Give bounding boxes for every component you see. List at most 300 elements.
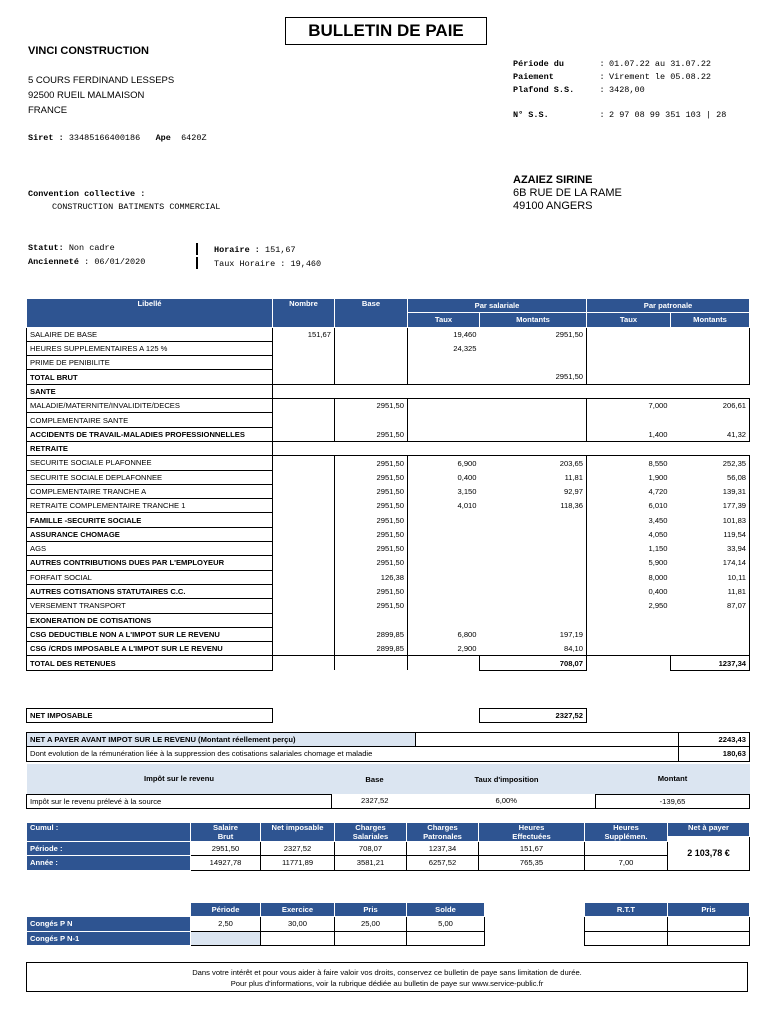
table-row <box>27 413 750 427</box>
cell-pt: 0,400 <box>648 587 668 597</box>
impot-base: 2327,52 <box>332 794 418 808</box>
cumul-periode-cell: 708,07 <box>335 842 407 856</box>
page-title: BULLETIN DE PAIE <box>285 17 487 45</box>
cell-base <box>335 656 408 670</box>
cell-pm: 10,11 <box>671 570 750 584</box>
cell-base: 2951,50 <box>335 513 408 527</box>
table-row <box>27 642 750 656</box>
cell-pt <box>587 656 671 670</box>
net-payer-label: NET A PAYER AVANT IMPOT SUR LE REVENU (Montant réellement perçu) <box>27 733 416 747</box>
cell-nombre <box>273 642 335 656</box>
cell-pt: 6,010 <box>648 501 668 511</box>
cell-nombre <box>273 499 335 513</box>
cell-base <box>335 384 408 398</box>
net-payer-table <box>26 732 750 762</box>
table-row <box>27 627 750 641</box>
impot-table <box>26 764 750 809</box>
table-row <box>27 427 750 441</box>
siret-label: Siret : <box>28 133 64 143</box>
payslip-table <box>26 298 750 671</box>
cell-pt: 4,050 <box>648 529 668 539</box>
conges-exercice-header: Exercice <box>261 903 335 917</box>
cell-st <box>408 584 480 598</box>
plafond-value: 3428,00 <box>609 85 645 95</box>
employee-address-line2: 49100 ANGERS <box>513 200 593 212</box>
table-row <box>27 599 750 613</box>
siret-line <box>28 133 207 143</box>
paiement-value: Virement le 05.08.22 <box>609 72 712 82</box>
cell-base: 2951,50 <box>335 456 408 470</box>
statut-value: Non cadre <box>68 243 115 253</box>
cell-base: 2951,50 <box>335 427 408 441</box>
horaire-block <box>196 243 321 271</box>
rtt-pris-header: Pris <box>668 903 750 917</box>
cell-pt: 8,550 <box>648 458 668 468</box>
cell-pt: 4,720 <box>648 487 668 496</box>
siret-value: 33485166400186 <box>68 133 141 143</box>
footer-line2: Pour plus d'informations, voir la rubrique dédiée au bulletin de paye sur www.service-public.fr <box>230 979 544 988</box>
cell-st <box>408 413 480 427</box>
cell-nombre <box>273 384 335 398</box>
net-evol-label: Dont evolution de la rémunération liée à la suppression des cotisations salariales chomage et maladie <box>27 747 679 761</box>
cumul-periode-cell: 2327,52 <box>261 842 335 856</box>
cell-base: 2951,50 <box>335 542 408 556</box>
cell-st <box>408 427 480 441</box>
table-row <box>27 356 750 370</box>
cumul-brut-header-2: Brut <box>217 832 234 841</box>
cumul-chs-header-1: Charges <box>355 823 386 832</box>
cumul-annee-cell: 6257,52 <box>407 856 479 870</box>
cumul-netimp-header: Net imposable <box>261 823 335 842</box>
cumul-annee-cell: 7,00 <box>585 856 668 870</box>
cell-sm <box>480 399 587 413</box>
table-row <box>27 556 750 570</box>
cell-pt: 5,900 <box>648 558 668 568</box>
impot-label: Impôt sur le revenu prélevé à la source <box>27 794 332 808</box>
cell-pm: 56,08 <box>671 470 750 484</box>
cell-sm <box>480 356 587 370</box>
cumul-annee-cell: 765,35 <box>479 856 585 870</box>
cell-pt <box>587 642 671 656</box>
employer-address-line1: 5 COURS FERDINAND LESSEPS <box>28 75 175 86</box>
conges-n1-solde <box>407 931 485 945</box>
row-label: CSG DEDUCTIBLE NON A L'IMPOT SUR LE REVENU <box>27 627 273 641</box>
cell-nombre <box>273 413 335 427</box>
row-label: COMPLEMENTAIRE TRANCHE A <box>27 484 273 498</box>
cell-st <box>408 570 480 584</box>
row-label: HEURES SUPPLEMENTAIRES A 125 % <box>27 341 273 355</box>
cell-pt: 1,400 <box>648 429 668 439</box>
row-label: FORFAIT SOCIAL <box>27 570 273 584</box>
cell-st: 19,460 <box>453 329 477 339</box>
cell-pm: 101,83 <box>671 513 750 527</box>
cell-base: 2899,85 <box>335 642 408 656</box>
table-row <box>27 327 750 341</box>
cell-st: 3,150 <box>457 487 477 496</box>
cell-pt: 7,000 <box>648 401 668 411</box>
cell-pm: 41,32 <box>671 427 750 441</box>
row-label: AUTRES CONTRIBUTIONS DUES PAR L'EMPLOYEUR <box>27 556 273 570</box>
table-row <box>27 470 750 484</box>
table-row <box>27 341 750 355</box>
cell-pt <box>587 384 671 398</box>
cell-st: 24,325 <box>453 344 477 354</box>
employer-address-line2: 92500 RUEIL MALMAISON <box>28 90 145 101</box>
cell-nombre <box>273 656 335 670</box>
cell-st <box>408 542 480 556</box>
cell-st <box>408 527 480 541</box>
col-base-header: Base <box>335 299 408 328</box>
row-label: ASSURANCE CHOMAGE <box>27 527 273 541</box>
conges-n-solde: 5,00 <box>407 917 485 931</box>
employer-name: VINCI CONSTRUCTION <box>28 45 149 57</box>
cell-nombre <box>273 570 335 584</box>
cumul-chp-header-1: Charges <box>427 823 458 832</box>
cell-pm: 119,54 <box>671 527 750 541</box>
status-block <box>28 241 145 269</box>
cell-sm <box>480 427 587 441</box>
impot-montant: -139,65 <box>596 794 750 808</box>
cell-st <box>408 356 480 370</box>
table-row <box>27 613 750 627</box>
cell-pm: 87,07 <box>671 599 750 613</box>
ns-label: N° S.S. <box>513 110 549 120</box>
cumul-annee-label: Année : <box>27 856 191 870</box>
cell-pm <box>671 642 750 656</box>
cell-nombre <box>273 370 335 384</box>
cell-base: 2951,50 <box>335 399 408 413</box>
cell-sm <box>480 599 587 613</box>
col-nombre-header: Nombre <box>273 299 335 328</box>
cell-st <box>408 613 480 627</box>
cell-pt <box>587 613 671 627</box>
horaire-value: 151,67 <box>265 245 296 255</box>
cell-pm: 1237,34 <box>671 656 750 670</box>
cell-nombre <box>273 513 335 527</box>
cell-pt <box>587 627 671 641</box>
cell-pt: 3,450 <box>648 515 668 525</box>
row-label: ACCIDENTS DE TRAVAIL-MALADIES PROFESSIONNELLES <box>27 427 273 441</box>
cell-nombre <box>273 542 335 556</box>
conges-n1-label: Congés P N-1 <box>27 931 191 945</box>
cell-base: 2951,50 <box>335 470 408 484</box>
cell-pm <box>671 413 750 427</box>
cell-st <box>408 441 480 455</box>
row-label: VERSEMENT TRANSPORT <box>27 599 273 613</box>
impot-taux: 6,00% <box>418 794 596 808</box>
cumul-periode-cell <box>585 842 668 856</box>
cell-nombre <box>273 627 335 641</box>
cell-base <box>335 613 408 627</box>
cell-nombre <box>273 527 335 541</box>
cell-sm: 2951,50 <box>480 327 587 341</box>
cell-st: 0,400 <box>457 472 477 482</box>
cell-pm <box>671 327 750 341</box>
cumul-annee-cell: 3581,21 <box>335 856 407 870</box>
table-row <box>27 384 750 398</box>
cell-base: 2951,50 <box>335 599 408 613</box>
col-salarial-header: Par salariale <box>408 299 587 313</box>
impot-montant-header: Montant <box>596 764 750 794</box>
employer-address <box>28 73 174 118</box>
cell-pt <box>587 413 671 427</box>
row-label: FAMILLE -SECURITE SOCIALE <box>27 513 273 527</box>
impot-header: Impôt sur le revenu <box>27 764 332 794</box>
cell-pm <box>671 341 750 355</box>
cell-nombre <box>273 584 335 598</box>
cumul-annee-cell: 11771,89 <box>261 856 335 870</box>
cell-sm: 118,36 <box>480 499 587 513</box>
ape-label: Ape <box>155 133 171 143</box>
convention-label: Convention collective : <box>28 189 146 199</box>
cell-sm <box>480 384 587 398</box>
row-label: SANTE <box>27 384 273 398</box>
cumul-chs-header <box>335 823 407 842</box>
cumul-hs-header <box>585 823 668 842</box>
employee-address-line1: 6B RUE DE LA RAME <box>513 187 622 199</box>
cell-pm: 177,39 <box>671 499 750 513</box>
conges-solde-header: Solde <box>407 903 485 917</box>
conges-n1-periode <box>191 931 261 945</box>
impot-base-header: Base <box>332 764 418 794</box>
cumul-net-header: Net à payer <box>668 823 750 837</box>
cell-st <box>408 384 480 398</box>
cell-pt <box>587 441 671 455</box>
conges-n-exercice: 30,00 <box>261 917 335 931</box>
cell-pt: 1,900 <box>648 472 668 482</box>
net-evol-value: 180,63 <box>679 747 750 761</box>
cumul-chp-header-2: Patronales <box>423 832 462 841</box>
cell-nombre <box>273 470 335 484</box>
cumul-periode-label: Période : <box>27 842 191 856</box>
period-block: Période du : 01.07.22 au 31.07.22 Paiement : Virement le 05.08.22 Plafond S.S. : 3428,00 N° S.S. : 2 97 08 99 351 103 | 28 <box>513 59 726 123</box>
paiement-label: Paiement <box>513 72 554 82</box>
cell-nombre <box>273 441 335 455</box>
col-pat-taux-header: Taux <box>587 313 671 327</box>
ns-value: 2 97 08 99 351 103 | 28 <box>609 110 727 120</box>
statut-label: Statut: <box>28 243 64 253</box>
cell-sm: 197,19 <box>480 627 587 641</box>
table-row <box>27 513 750 527</box>
cell-base <box>335 341 408 355</box>
table-row <box>27 441 750 455</box>
table-row <box>27 456 750 470</box>
convention-value: CONSTRUCTION BATIMENTS COMMERCIAL <box>52 202 221 212</box>
cumul-header: Cumul : <box>27 823 191 842</box>
cell-base: 2951,50 <box>335 527 408 541</box>
cell-st: 2,900 <box>457 644 477 654</box>
cumul-he-header-1: Heures <box>518 823 545 832</box>
cell-sm <box>480 413 587 427</box>
cell-pm <box>671 613 750 627</box>
employee-name: AZAIEZ SIRINE <box>513 174 593 186</box>
cumul-he-header-2: Effectuées <box>512 832 551 841</box>
row-label: COMPLEMENTAIRE SANTE <box>27 413 273 427</box>
cell-sm: 84,10 <box>480 642 587 656</box>
horaire-label: Horaire : <box>214 245 260 255</box>
cumul-hs-header-1: Heures <box>613 823 639 832</box>
cumul-he-header <box>479 823 585 842</box>
cell-sm: 11,81 <box>480 470 587 484</box>
cell-base: 2951,50 <box>335 499 408 513</box>
cell-base: 2951,50 <box>335 556 408 570</box>
table-row <box>27 527 750 541</box>
footer-note <box>26 962 748 992</box>
cell-pm <box>671 441 750 455</box>
cell-sm <box>480 556 587 570</box>
row-label: PRIME DE PENIBILITE <box>27 356 273 370</box>
cell-nombre <box>273 399 335 413</box>
cell-base <box>335 327 408 341</box>
cell-st: 6,900 <box>457 458 477 468</box>
cell-st <box>408 599 480 613</box>
table-row <box>27 484 750 498</box>
row-label: MALADIE/MATERNITE/INVALIDITE/DECES <box>27 399 273 413</box>
cell-st: 6,800 <box>457 629 477 639</box>
plafond-label: Plafond S.S. <box>513 85 575 95</box>
cell-base: 2951,50 <box>335 484 408 498</box>
conges-table <box>26 902 750 946</box>
cell-pm: 174,14 <box>671 556 750 570</box>
anciennete-value: : 06/01/2020 <box>84 257 146 267</box>
cumul-periode-cell: 2951,50 <box>191 842 261 856</box>
rtt-cell <box>585 917 668 931</box>
cumul-chs-header-2: Salariales <box>352 832 389 841</box>
cell-pt <box>587 356 671 370</box>
cell-nombre <box>273 341 335 355</box>
cell-pm <box>671 627 750 641</box>
row-label: AGS <box>27 542 273 556</box>
rtt-pris-cell <box>668 917 750 931</box>
cell-pm: 11,81 <box>671 584 750 598</box>
conges-n1-pris <box>335 931 407 945</box>
cell-st <box>408 656 480 670</box>
cell-pm: 33,94 <box>671 542 750 556</box>
conges-n-label: Congés P N <box>27 917 191 931</box>
ape-value: 6420Z <box>181 133 207 143</box>
net-imposable-label: NET IMPOSABLE <box>27 709 273 723</box>
row-label: SECURITE SOCIALE DEPLAFONNEE <box>27 470 273 484</box>
periode-label: Période du <box>513 59 565 69</box>
cell-sm <box>480 441 587 455</box>
cell-sm: 92,97 <box>480 484 587 498</box>
cumul-periode-cell: 1237,34 <box>407 842 479 856</box>
row-label: AUTRES COTISATIONS STATUTAIRES C.C. <box>27 584 273 598</box>
cell-sm: 203,65 <box>480 456 587 470</box>
cumul-hs-header-2: Supplémen. <box>604 832 648 841</box>
employer-country: FRANCE <box>28 105 68 116</box>
cell-pt <box>587 341 671 355</box>
row-label: EXONERATION DE COTISATIONS <box>27 613 273 627</box>
cell-pm: 252,35 <box>671 456 750 470</box>
rtt-pris-cell-2 <box>668 931 750 945</box>
cumul-periode-cell: 151,67 <box>479 842 585 856</box>
table-row <box>27 570 750 584</box>
cell-nombre <box>273 599 335 613</box>
cell-sm <box>480 527 587 541</box>
conges-periode-header: Période <box>191 903 261 917</box>
table-row <box>27 584 750 598</box>
col-sal-montants-header: Montants <box>480 313 587 327</box>
conges-n-periode: 2,50 <box>191 917 261 931</box>
cell-pt: 2,950 <box>648 601 668 611</box>
cell-sm <box>480 584 587 598</box>
cumul-net-value: 2 103,78 € <box>668 837 750 870</box>
net-imposable-table <box>26 708 750 723</box>
cell-base: 2951,50 <box>335 584 408 598</box>
net-imposable-value: 2327,52 <box>480 709 587 723</box>
cell-base: 126,38 <box>335 570 408 584</box>
row-label: TOTAL BRUT <box>27 370 273 384</box>
cell-pt <box>587 327 671 341</box>
conges-n1-exercice <box>261 931 335 945</box>
cell-nombre <box>273 427 335 441</box>
cumul-chp-header <box>407 823 479 842</box>
taux-horaire-label: Taux Horaire : <box>214 259 286 269</box>
col-libelle-header: Libellé <box>27 299 273 328</box>
cell-pm <box>671 356 750 370</box>
convention-block <box>28 188 220 214</box>
cell-pt <box>587 370 671 384</box>
table-row <box>27 499 750 513</box>
cell-nombre <box>273 456 335 470</box>
cell-base <box>335 356 408 370</box>
periode-value: 01.07.22 au 31.07.22 <box>609 59 712 69</box>
impot-taux-header: Taux d'imposition <box>418 764 596 794</box>
row-label: SALAIRE DE BASE <box>27 327 273 341</box>
rtt-header: R.T.T <box>585 903 668 917</box>
cell-sm <box>480 613 587 627</box>
table-row <box>27 399 750 413</box>
row-label: TOTAL DES RETENUES <box>27 656 273 670</box>
table-row <box>27 542 750 556</box>
cell-pm: 139,31 <box>671 484 750 498</box>
row-label: RETRAITE COMPLEMENTAIRE TRANCHE 1 <box>27 499 273 513</box>
cell-nombre <box>273 484 335 498</box>
cell-base <box>335 441 408 455</box>
cell-sm <box>480 341 587 355</box>
cell-nombre <box>273 613 335 627</box>
cell-nombre <box>273 356 335 370</box>
cumul-annee-cell: 14927,78 <box>191 856 261 870</box>
taux-horaire-value: 19,460 <box>290 259 322 269</box>
row-label: SECURITE SOCIALE PLAFONNEE <box>27 456 273 470</box>
cell-pt: 8,000 <box>648 572 668 582</box>
cell-st <box>408 370 480 384</box>
conges-n-pris: 25,00 <box>335 917 407 931</box>
cell-base <box>335 370 408 384</box>
cell-sm <box>480 542 587 556</box>
cell-sm <box>480 513 587 527</box>
col-pat-montants-header: Montants <box>671 313 750 327</box>
anciennete-label: Ancienneté <box>28 257 80 267</box>
cell-pm <box>671 384 750 398</box>
table-row <box>27 370 750 384</box>
cell-st <box>408 556 480 570</box>
cumul-brut-header-1: Salaire <box>213 823 238 832</box>
net-payer-value: 2243,43 <box>679 733 750 747</box>
cell-st <box>408 513 480 527</box>
col-patronale-header: Par patronale <box>587 299 750 313</box>
cell-pm: 206,61 <box>671 399 750 413</box>
employee-address <box>513 187 622 213</box>
cell-nombre <box>273 556 335 570</box>
cell-base <box>335 413 408 427</box>
cell-sm: 2951,50 <box>480 370 587 384</box>
row-label: CSG /CRDS IMPOSABLE A L'IMPOT SUR LE REVENU <box>27 642 273 656</box>
cell-pm <box>671 370 750 384</box>
cell-sm: 708,07 <box>480 656 587 670</box>
